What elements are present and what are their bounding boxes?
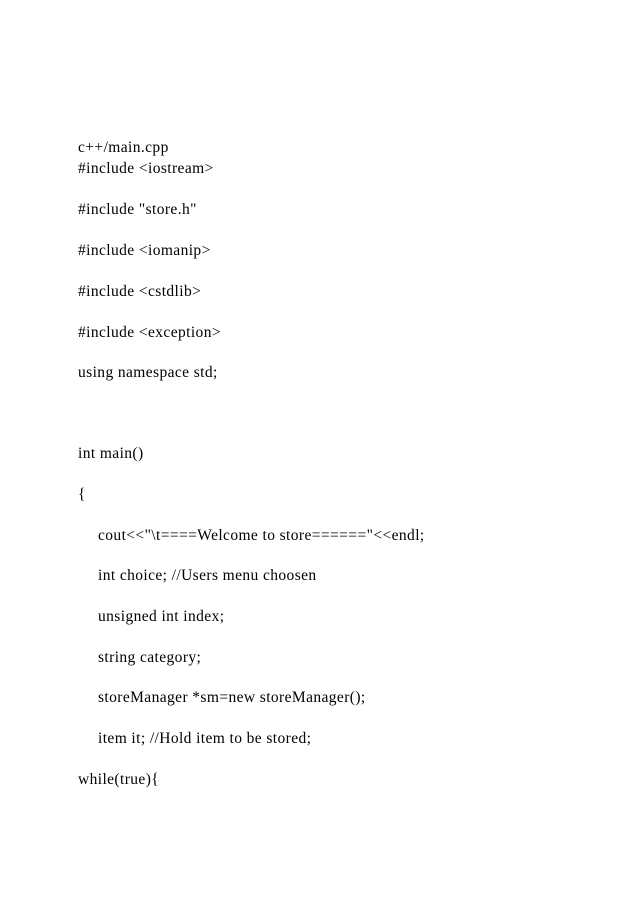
code-line: while(true){: [78, 771, 160, 788]
code-line: {: [78, 486, 86, 503]
code-line: storeManager *sm=new storeManager();: [98, 689, 366, 706]
code-line: item it; //Hold item to be stored;: [98, 730, 312, 747]
code-line: int choice; //Users menu choosen: [98, 567, 317, 584]
code-line: using namespace std;: [78, 364, 218, 381]
code-line: string category;: [98, 649, 202, 666]
code-line: #include <cstdlib>: [78, 283, 202, 300]
code-line: unsigned int index;: [98, 608, 225, 625]
file-path-line: c++/main.cpp: [78, 139, 169, 156]
code-line: #include <exception>: [78, 324, 221, 341]
code-line: #include <iomanip>: [78, 242, 211, 259]
code-line: #include <iostream>: [78, 160, 214, 177]
code-line: #include "store.h": [78, 201, 197, 218]
code-line: cout<<"\t====Welcome to store======"<<endl;: [98, 527, 425, 544]
code-line: int main(): [78, 445, 144, 462]
